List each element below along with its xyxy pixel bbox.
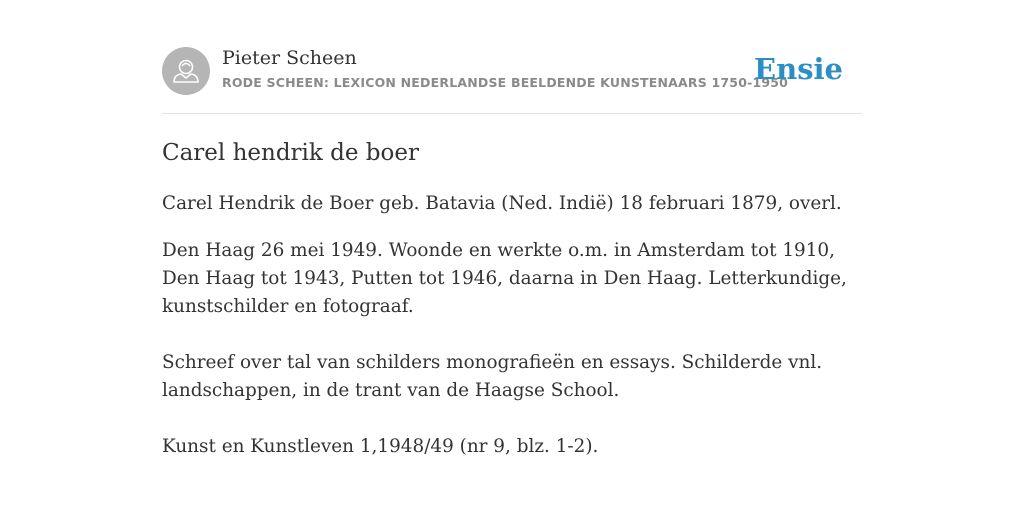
article-card bbox=[162, 0, 862, 512]
user-silhouette-icon bbox=[162, 47, 210, 95]
article-reference: Kunst en Kunstleven 1,1948/49 (nr 9, blz. 1-2). bbox=[162, 436, 599, 457]
article-paragraph: Schreef over tal van schilders monografieën en essays. Schilderde vnl. landschappen, in de trant van de Haagse School. bbox=[162, 352, 823, 401]
article-paragraph: Den Haag 26 mei 1949. Woonde en werkte o.m. in Amsterdam tot 1910, Den Haag tot 1943, Putten tot 1946, daarna in Den Haag. Letterkundige, kunstschilder en fotograaf. bbox=[162, 240, 847, 317]
article-title: Carel hendrik de boer bbox=[162, 140, 419, 166]
article-paragraph: Carel Hendrik de Boer geb. Batavia (Ned. Indië) 18 februari 1879, overl. bbox=[162, 193, 842, 214]
article-header bbox=[162, 47, 862, 97]
source-title[interactable]: RODE SCHEEN: LEXICON NEDERLANDSE BEELDENDE KUNSTENAARS 1750-1950 bbox=[222, 75, 789, 90]
brand-logo[interactable]: Ensie bbox=[754, 52, 843, 86]
header-divider bbox=[162, 113, 862, 114]
author-name[interactable]: Pieter Scheen bbox=[222, 47, 357, 69]
author-avatar[interactable] bbox=[162, 47, 210, 95]
